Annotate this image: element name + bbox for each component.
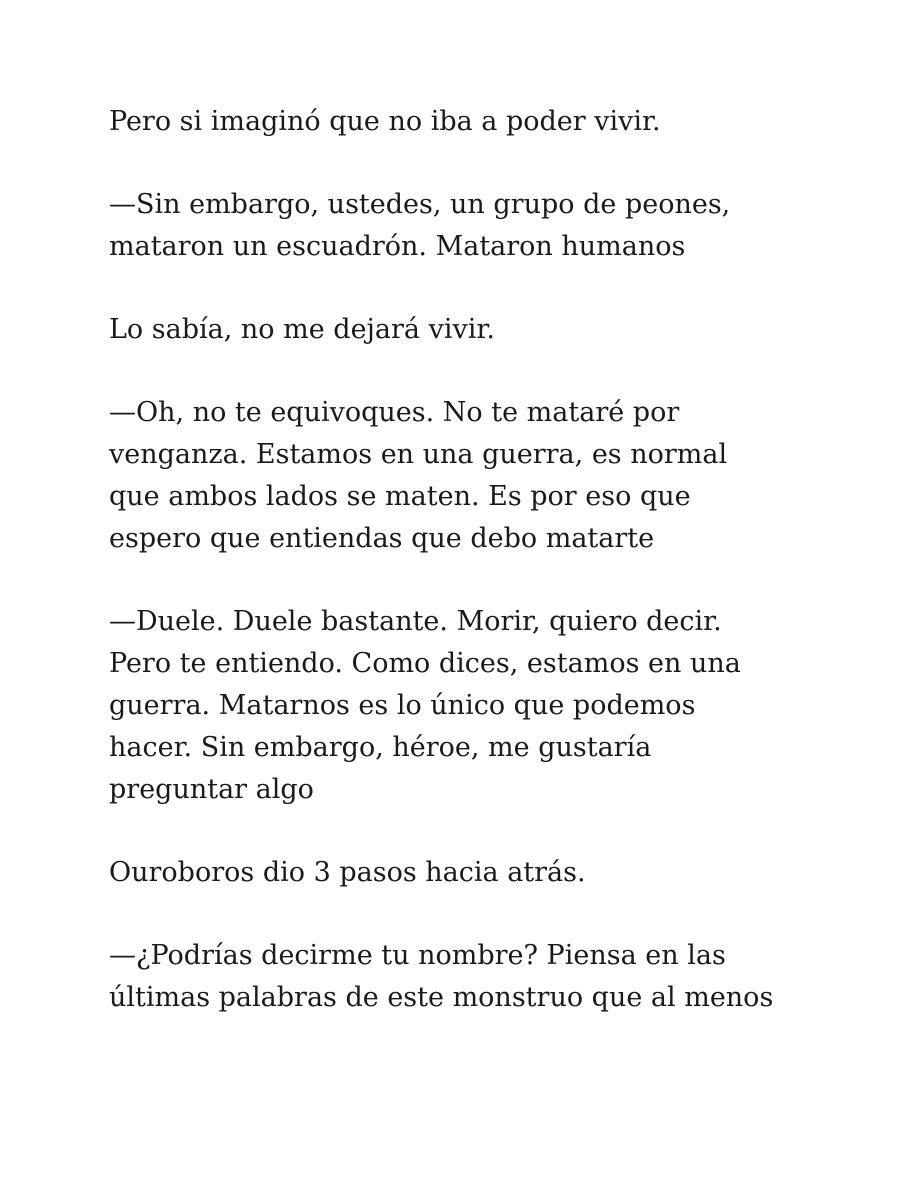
paragraph-narration: Lo sabía, no me dejará vivir. [109,314,495,345]
paragraph-narration: Ouroboros dio 3 pasos hacia atrás. [109,857,586,888]
paragraph-narration: Pero si imaginó que no iba a poder vivir. [109,106,661,137]
paragraph-dialogue: —Duele. Duele bastante. Morir, quiero decir. Pero te entiendo. Como dices, estamos en una guerra. Matarnos es lo único que podemos hacer. Sin embargo, héroe, me gustaría preguntar algo [109,606,741,805]
paragraph-dialogue: —¿Podrías decirme tu nombre? Piensa en las últimas palabras de este monstruo que al menos [109,940,774,1013]
document-page [109,101,809,1019]
paragraph-dialogue: —Oh, no te equivoques. No te mataré por venganza. Estamos en una guerra, es normal que ambos lados se maten. Es por eso que espero que entiendas que debo matarte [109,397,728,554]
paragraph-dialogue: —Sin embargo, ustedes, un grupo de peones, mataron un escuadrón. Mataron humanos [109,189,731,262]
